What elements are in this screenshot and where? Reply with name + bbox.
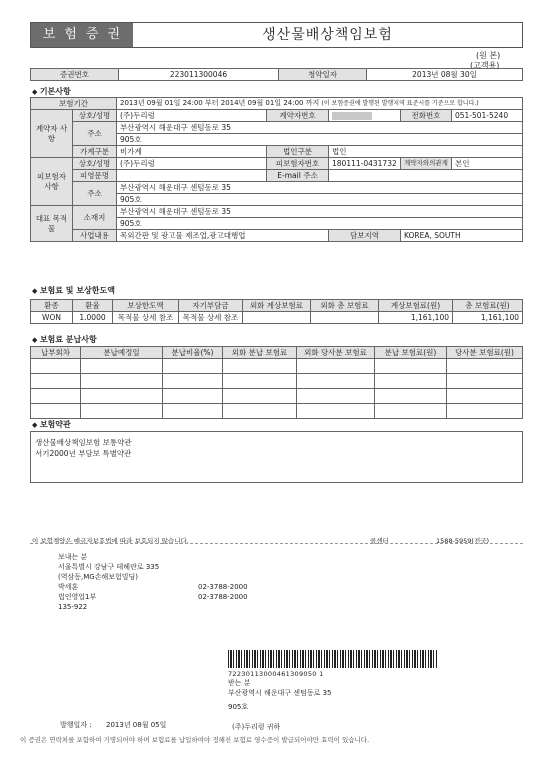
sender-name: 박세훈 <box>58 583 79 591</box>
location2: 905호 <box>117 218 523 230</box>
biz-label: 사업내용 <box>73 230 117 242</box>
sender-block <box>58 552 159 612</box>
table-row <box>31 374 523 389</box>
contractor-addr2: 905호 <box>117 134 523 146</box>
receiver-label: 받는 분 <box>228 679 251 687</box>
policy-number-table <box>30 68 523 81</box>
contract-date-label: 청약일자 <box>279 69 367 81</box>
contractor-group-label: 계약자 사항 <box>31 110 73 158</box>
ins-rep-value <box>117 170 267 182</box>
installment-header: 분납예정일 <box>81 347 163 359</box>
basic-info-table <box>30 97 523 242</box>
insured-name: (주)두리렁 <box>117 158 267 170</box>
policy-no: 223011300046 <box>119 69 279 81</box>
installment-header: 분납 보험료(원) <box>375 347 447 359</box>
corp-label: 법인구분 <box>267 146 329 158</box>
installment-table <box>30 346 523 419</box>
phone-value: 051-501-5240 <box>451 110 522 122</box>
table-row <box>31 389 523 404</box>
document-header <box>30 22 523 48</box>
terms-box <box>30 431 523 483</box>
installment-header: 분납비율(%) <box>163 347 223 359</box>
bottom-note: 이 증권은 연락처를 포함하여 기명되어야 하며 보험료를 납입하여야 정해진 보험료 영수증이 발급되어야만 효력이 있습니다. <box>20 736 370 744</box>
terms-line: 생산물배상책임보험 보통약관 <box>35 438 132 447</box>
premium-cell: 1,161,100 <box>379 312 453 324</box>
premium-header: 외화 계상보험료 <box>243 300 311 312</box>
premium-header: 환종 <box>31 300 73 312</box>
receiver-addr1: 부산광역시 해운대구 센텀동로 35 <box>228 689 332 697</box>
relation-label: 계약자와의관계 <box>401 158 452 170</box>
premium-cell: 목적물 상세 참조 <box>113 312 179 324</box>
section-basic: ◆ 기본사항 <box>32 86 71 97</box>
insured-addr1: 부산광역시 해운대구 센텀동로 35 <box>117 182 523 194</box>
insured-no: 180111-0431732 <box>329 158 401 170</box>
issue-date: 2013년 08월 05일 <box>106 721 167 729</box>
premium-header: 보상한도액 <box>113 300 179 312</box>
period-label: 보험기간 <box>31 98 117 110</box>
name-label: 상호/성명 <box>73 110 117 122</box>
section-premium: ◆ 보험료 및 보상한도액 <box>32 285 115 296</box>
premium-cell <box>243 312 311 324</box>
email-value <box>329 170 523 182</box>
sender-addr2: (역삼동,MG손해보험빌딩) <box>58 573 139 581</box>
barcode <box>228 650 438 668</box>
issue-date-label: 발행일자 : <box>60 721 92 729</box>
biz-value: 목외간판 및 광고물 제조업,광고대행업 <box>117 230 329 242</box>
call-center-phone: 1588-5959(전국) <box>436 537 490 545</box>
premium-cell: 1,161,100 <box>453 312 523 324</box>
premium-cell: WON <box>31 312 73 324</box>
region-value: KOREA, SOUTH <box>401 230 523 242</box>
premium-cell: 목적물 상세 참조 <box>179 312 243 324</box>
copy-label-original: (원 본) <box>476 51 501 60</box>
insured-addr2: 905호 <box>117 194 523 206</box>
divider <box>30 543 523 544</box>
premium-cell: 1.0000 <box>73 312 113 324</box>
relation-value: 본인 <box>451 158 522 170</box>
terms-line: 서기2000년 부담보 특별약관 <box>35 449 132 458</box>
insurance-period: 2013년 09월 01일 24:00 부터 2014년 09월 01일 24:00 까지 (이 보험증권에 발행된 발행지역 표준시를 기준으로 합니다.) <box>117 98 523 110</box>
premium-cell <box>311 312 379 324</box>
sender-phones <box>198 582 248 602</box>
premium-header: 계상보험료(원) <box>379 300 453 312</box>
receiver-block <box>228 678 332 712</box>
barcode-number: 72230113000461309050 1 <box>228 670 324 678</box>
regno-value <box>329 110 401 122</box>
premium-header: 환율 <box>73 300 113 312</box>
insured-group-label: 피보험자 사항 <box>31 158 73 206</box>
section-installment: ◆ 보험료 분납사항 <box>32 334 97 345</box>
copy-label-customer: (고객용) <box>470 61 500 70</box>
installment-header: 외화 당사분 보험료 <box>297 347 375 359</box>
regno-label: 계약자번호 <box>267 110 329 122</box>
biztype-label: 가계구분 <box>73 146 117 158</box>
sender-zip: 135-922 <box>58 603 88 611</box>
sender-dept: 법인영업1부 <box>58 593 97 601</box>
contractor-name: (주)두리렁 <box>117 110 267 122</box>
location1: 부산광역시 해운대구 센텀동로 35 <box>117 206 523 218</box>
addr-label: 주소 <box>73 122 117 146</box>
header-left-title: 보험증권 <box>31 23 133 47</box>
premium-header: 총 보험료(원) <box>453 300 523 312</box>
masked-value <box>332 112 372 120</box>
receiver-addr2: 905호 <box>228 703 249 711</box>
region-label: 담보지역 <box>329 230 401 242</box>
deposit-notice: 이 보험계약은 예금자보호법에 따라 보호되지 않습니다. <box>32 537 189 545</box>
sender-label: 보내는 분 <box>58 553 88 561</box>
section-terms: ◆ 보험약관 <box>32 419 71 430</box>
contractor-addr1: 부산광역시 해운대구 센텀동로 35 <box>117 122 523 134</box>
sender-addr1: 서울특별시 강남구 테헤란로 335 <box>58 563 160 571</box>
policy-no-label: 증권번호 <box>31 69 119 81</box>
page-title: 생산물배상책임보험 <box>262 27 393 43</box>
corp-value: 법인 <box>329 146 523 158</box>
receiver-name: (주)두리렁 귀하 <box>232 723 281 731</box>
premium-header: 자기부담금 <box>179 300 243 312</box>
installment-header: 납부회차 <box>31 347 81 359</box>
premium-table <box>30 299 523 324</box>
installment-header: 당사분 보험료(원) <box>447 347 523 359</box>
phone-label: 전화번호 <box>401 110 452 122</box>
sender-tel: 02-3788-2000 <box>198 583 248 591</box>
table-row <box>31 404 523 419</box>
loc-label: 소재지 <box>73 206 117 230</box>
table-row <box>31 359 523 374</box>
email-label: E-mail 주소 <box>267 170 329 182</box>
contract-date: 2013년 08월 30일 <box>367 69 523 81</box>
sender-fax: 02-3788-2000 <box>198 593 248 601</box>
biztype-value: 비가계 <box>117 146 267 158</box>
ins-name-label: 상호/성명 <box>73 158 117 170</box>
rep-group-label: 대표 목적물 <box>31 206 73 242</box>
ins-no-label: 피보험자번호 <box>267 158 329 170</box>
premium-header: 외화 총 보험료 <box>311 300 379 312</box>
call-center-label: 콜센터 <box>370 537 389 545</box>
installment-header: 외화 분납 보험료 <box>223 347 297 359</box>
ins-rep-label: 피영문명 <box>73 170 117 182</box>
ins-addr-label: 주소 <box>73 182 117 206</box>
